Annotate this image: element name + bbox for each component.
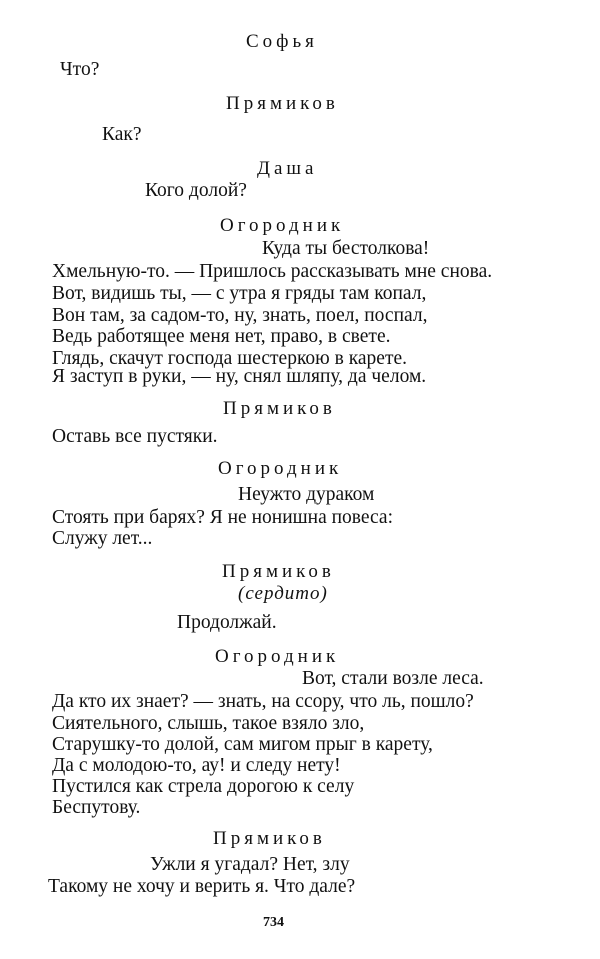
verse-line: Вон там, за садом-то, ну, знать, поел, поспал, <box>52 305 428 326</box>
speaker-name: Прямиков <box>213 828 326 849</box>
verse-line: Неужто дураком <box>238 484 375 505</box>
verse-line: Как? <box>102 124 142 145</box>
page-number: 734 <box>263 915 284 930</box>
verse-line: Старушку-то долой, сам мигом прыг в карету, <box>52 734 433 755</box>
verse-line: Такому не хочу и верить я. Что дале? <box>48 876 356 897</box>
verse-line: Ужли я угадал? Нет, злу <box>150 854 350 875</box>
speaker-name: Огородник <box>218 458 343 479</box>
verse-line: Да с молодою-то, ау! и следу нету! <box>52 755 341 776</box>
verse-line: Что? <box>60 59 100 80</box>
speaker-name: Огородник <box>220 215 345 236</box>
verse-line: Ведь работящее меня нет, право, в свете. <box>52 326 391 347</box>
verse-line: Служу лет... <box>52 528 153 549</box>
speaker-name: Прямиков <box>226 93 339 114</box>
speaker-name: Даша <box>257 158 318 179</box>
verse-line: Я заступ в руки, — ну, снял шляпу, да челом. <box>52 366 427 387</box>
verse-line: Продолжай. <box>177 612 277 633</box>
verse-line: Куда ты бестолкова! <box>262 238 430 259</box>
verse-line: Вот, видишь ты, — с утра я гряды там копал, <box>52 283 427 304</box>
verse-line: Беспутову. <box>52 797 141 818</box>
verse-line: Да кто их знает? — знать, на ссору, что ль, пошло? <box>52 691 474 712</box>
verse-line: Хмельную-то. — Пришлось рассказывать мне снова. <box>52 261 493 282</box>
verse-line: Оставь все пустяки. <box>52 426 218 447</box>
speaker-name: Прямиков <box>223 398 336 419</box>
verse-line: Сиятельного, слышь, такое взяло зло, <box>52 713 365 734</box>
speaker-name: Огородник <box>215 646 340 667</box>
verse-line: Пустился как стрела дорогою к селу <box>52 776 355 797</box>
stage-direction: (сердито) <box>238 583 328 604</box>
speaker-name: Софья <box>246 31 318 52</box>
verse-line: Стоять при барях? Я не нонишна повеса: <box>52 507 393 528</box>
speaker-name: Прямиков <box>222 561 335 582</box>
verse-line: Кого долой? <box>145 180 247 201</box>
verse-line: Глядь, скачут господа шестеркою в карете. <box>52 348 407 369</box>
verse-line: Вот, стали возле леса. <box>302 668 484 689</box>
